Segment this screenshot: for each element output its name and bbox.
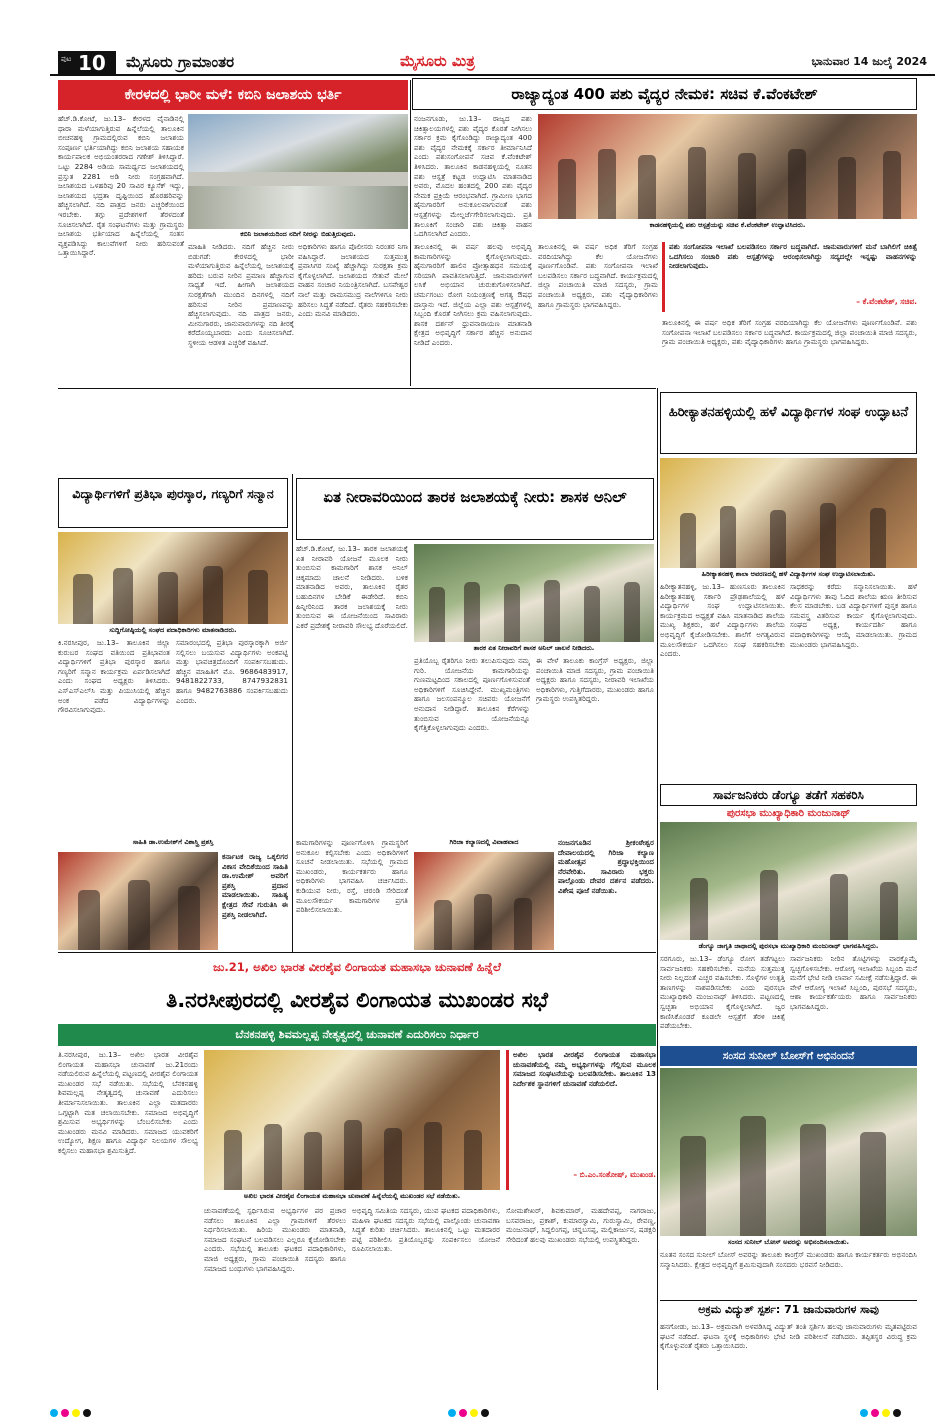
mp-headline-bar: [660, 1046, 917, 1066]
lingayat-photo: [204, 1050, 500, 1190]
printer-color-marks: [50, 1402, 94, 1421]
lingayat-col-3: ಅಭಿವೃದ್ಧಿ ಸಮಿತಿಯ ಸದಸ್ಯರು, ಯುವ ಘಟಕದ ಪದಾಧಿಕಾರಿಗಳು, ಮಹಿಳಾ ಘಟಕದ ಸದಸ್ಯರು ಸಭೆಯಲ್ಲಿ ಪಾಲ್ಗೊಂಡು ಚುನಾವಣಾ ಸಿದ್ಧತೆ ಕುರಿತು ಚರ್ಚಿಸಿದರು. ತಾಲೂಕಿನಲ್ಲಿ ಒಟ್ಟು ಮತದಾರರ ಪಟ್ಟಿ ಪರಿಶೀಲಿಸಿ ಪ್ರತಿಯೊಬ್ಬರನ್ನು ಸಂಪರ್ಕಿಸಲು ಯೋಜನೆ ರೂಪಿಸಲಾಯಿತು.: [352, 1206, 500, 1254]
umesh-caption-bar: [58, 838, 288, 850]
anil-headline-box: [296, 478, 654, 540]
anil-photo: [414, 544, 654, 642]
mp-photo-caption: ಸಂಸದ ಸುನೀಲ್ ಬೋಸ್ ಅವರನ್ನು ಅಭಿನಂದಿಸಲಾಯಿತು.: [727, 1238, 850, 1246]
accident-text: ಹನಗೋಡು, ಜು.13– ಅಕ್ರಮವಾಗಿ ಅಳವಡಿಸಿದ್ದ ವಿದ್ಯುತ್ ತಂತಿ ಸ್ಪರ್ಶಿಸಿ ಹಲವು ಜಾನುವಾರುಗಳು ಮೃತಪಟ್ಟಿರುವ ಘಟನೆ ನಡೆದಿದೆ. ಘಟನಾ ಸ್ಥಳಕ್ಕೆ ಅಧಿಕಾರಿಗಳು ಭೇಟಿ ನೀಡಿ ಪರಿಶೀಲನೆ ನಡೆಸಿದರು. ತಪ್ಪಿತಸ್ಥರ ವಿರುದ್ಧ ಕ್ರಮ ಕೈಗೊಳ್ಳುವಂತೆ ರೈತರು ಒತ್ತಾಯಿಸಿದರು.: [660, 1322, 917, 1351]
alumni-col-1: ಹಿರೀಕ್ಯಾತನಹಳ್ಳಿ, ಜು.13– ಹುಣಸೂರು ತಾಲೂಕಿನ ಹಿರೀಕ್ಯಾತನಹಳ್ಳಿ ಸರ್ಕಾರಿ ಪ್ರೌಢಶಾಲೆಯಲ್ಲಿ ಹಳೆ ವಿದ್ಯಾರ್ಥಿಗಳ ಸಂಘ ಉದ್ಘಾಟಿಸಲಾಯಿತು. ಕಾರ್ಯಕ್ರಮದ ಅಧ್ಯಕ್ಷತೆ ವಹಿಸಿ ಮಾತನಾಡಿದ ಶಾಲೆಯ ಮುಖ್ಯ ಶಿಕ್ಷಕರು, ಹಳೆ ವಿದ್ಯಾರ್ಥಿಗಳು ಶಾಲೆಯ ಅಭಿವೃದ್ಧಿಗೆ ಕೈಜೋಡಿಸಬೇಕು. ಶಾಲೆಗೆ ಅಗತ್ಯವಿರುವ ಮೂಲಸೌಕರ್ಯ ಒದಗಿಸಲು ಸಂಘ ಸಹಕರಿಸಬೇಕು ಎಂದರು.: [660, 582, 785, 659]
award-headline: ವಿದ್ಯಾರ್ಥಿಗಳಿಗೆ ಪ್ರತಿಭಾ ಪುರಸ್ಕಾರ, ಗಣ್ಯರಿಗೆ ಸನ್ಮಾನ: [72, 486, 274, 501]
anil-headline: ಏತ ನೀರಾವರಿಯಿಂದ ತಾರಕ ಜಲಾಶಯಕ್ಕೆ ನೀರು: ಶಾಸಕ ಅನಿಲ್: [323, 488, 627, 506]
vets-col-1: ನಂಜನಗೂಡು, ಜು.13– ರಾಜ್ಯದ ಪಶು ಚಿಕಿತ್ಸಾಲಯಗಳಲ್ಲಿ ಪಶು ವೈದ್ಯರ ಕೊರತೆ ನೀಗಿಸಲು ಸರ್ಕಾರ ಕ್ರಮ ಕೈಗೊಂಡಿದ್ದು ರಾಜ್ಯಾದ್ಯಂತ 400 ಪಶು ವೈದ್ಯರ ನೇಮಕಕ್ಕೆ ಸರ್ಕಾರ ತೀರ್ಮಾನಿಸಿದೆ ಎಂದು ಪಶುಸಂಗೋಪನೆ ಸಚಿವ ಕೆ.ವೆಂಕಟೇಶ್ ತಿಳಿಸಿದರು. ತಾಲೂಕಿನ ಕಾಡನಹಳ್ಳಿಯಲ್ಲಿ ನೂತನ ಪಶು ಆಸ್ಪತ್ರೆ ಕಟ್ಟಡ ಉದ್ಘಾಟಿಸಿ ಮಾತನಾಡಿದ ಅವರು, ಮೊದಲ ಹಂತದಲ್ಲಿ 200 ಪಶು ವೈದ್ಯರ ನೇಮಕ ಪ್ರಕ್ರಿಯೆ ಆರಂಭವಾಗಿದೆ. ಗ್ರಾಮೀಣ ಭಾಗದ ಹೈನುಗಾರರಿಗೆ ಅನುಕೂಲವಾಗುವಂತೆ ಪಶು ಆಸ್ಪತ್ರೆಗಳನ್ನು ಮೇಲ್ದರ್ಜೆಗೇರಿಸಲಾಗುವುದು. ಪ್ರತಿ ತಾಲೂಕಿಗೆ ಸಂಚಾರಿ ಪಶು ಚಿಕಿತ್ಸಾ ವಾಹನ ಒದಗಿಸಲಾಗಿದೆ ಎಂದರು.: [414, 114, 532, 239]
vets-col-3: ತಾಲೂಕಿನಲ್ಲಿ ಈ ವರ್ಷ ಅಧಿಕ ತೆರಿಗೆ ಸಂಗ್ರಹ ವರದಿಯಾಗಿದ್ದು ಕೆಲ ಯೋಜನೆಗಳು ಪೂರ್ಣಗೊಂಡಿವೆ. ಪಶು ಸಂಗೋಪನಾ ಇಲಾಖೆ ಬಲಪಡಿಸಲು ಸರ್ಕಾರ ಬದ್ಧವಾಗಿದೆ. ಕಾರ್ಯಕ್ರಮದಲ್ಲಿ ಜಿಲ್ಲಾ ಪಂಚಾಯಿತಿ ಮಾಜಿ ಸದಸ್ಯರು, ಗ್ರಾಮ ಪಂಚಾಯಿತಿ ಅಧ್ಯಕ್ಷರು, ಪಶು ವೈದ್ಯಾಧಿಕಾರಿಗಳು ಹಾಗೂ ಗ್ರಾಮಸ್ಥರು ಭಾಗವಹಿಸಿದ್ದರು.: [538, 242, 658, 309]
lingayat-pullquote: [506, 1050, 656, 1190]
lingayat-pullquote-text: ಅಖಿಲ ಭಾರತ ವೀರಶೈವ ಲಿಂಗಾಯತ ಮಹಾಸಭಾ ಚುನಾವಣೆಯಲ್ಲಿ ನಮ್ಮ ಅಭ್ಯರ್ಥಿಗಳನ್ನು ಗೆಲ್ಲಿಸುವ ಮೂಲಕ ಸಮಾಜದ ಸಂಘಟನೆಯನ್ನು ಬಲಪಡಿಸಬೇಕು. ತಾಲೂಕಿನ 13 ನಿರ್ದೇಶಕ ಸ್ಥಾನಗಳಿಗೆ ಚುನಾವಣೆ ನಡೆಯಲಿದೆ.: [513, 1050, 656, 1088]
divider: [58, 952, 656, 953]
kabini-dam-photo: [188, 114, 408, 229]
award-col-2: ಸಮಾರಂಭದಲ್ಲಿ ಪ್ರತಿಭಾ ಪುರಸ್ಕಾರಕ್ಕಾಗಿ ಅರ್ಜಿ ಸಲ್ಲಿಸಲು ಬಯಸುವ ವಿದ್ಯಾರ್ಥಿಗಳು ಅಂಕಪಟ್ಟಿ ಮತ್ತು ಭಾವಚಿತ್ರದೊಂದಿಗೆ ಸಂಪರ್ಕಿಸಬಹುದು. ಹೆಚ್ಚಿನ ಮಾಹಿತಿಗೆ ಮೊ. 9686483917, 9481822733, 8747932831 ಹಾಗೂ 9482763886 ಸಂಪರ್ಕಿಸಬಹುದು ಎಂದರು.: [176, 638, 288, 705]
lingayat-photo-caption: ಅಖಿಲ ಭಾರತ ವೀರಶೈವ ಲಿಂಗಾಯತ ಮಹಾಸಭಾ ಚುನಾವಣೆ ಹಿನ್ನೆಲೆಯಲ್ಲಿ ಮುಖಂಡರ ಸಭೆ ನಡೆಯಿತು.: [243, 1192, 461, 1200]
kalyana-side-text: ನಂಜನಗೂಡಿನ ಶ್ರೀಕಂಠೇಶ್ವರ ದೇವಾಲಯದಲ್ಲಿ ಗಿರಿಜಾ ಕಲ್ಯಾಣ ಮಹೋತ್ಸವ ಶ್ರದ್ಧಾಭಕ್ತಿಯಿಂದ ನೆರವೇರಿತು. ಸಾವಿರಾರು ಭಕ್ತರು ಪಾಲ್ಗೊಂಡು ದೇವರ ದರ್ಶನ ಪಡೆದರು. ವಿಶೇಷ ಪೂಜೆ ನಡೆಯಿತು.: [558, 838, 654, 895]
accident-headline-box: [660, 1300, 917, 1320]
anil-col-2: ಪ್ರತಿಯೊಬ್ಬ ರೈತರಿಗೂ ನೀರು ತಲುಪಿಸುವುದು ನಮ್ಮ ಗುರಿ. ಯೋಜನೆಯ ಕಾಮಗಾರಿಯನ್ನು ಗುಣಮಟ್ಟದಿಂದ ಸಕಾಲದಲ್ಲಿ ಪೂರ್ಣಗೊಳಿಸುವಂತೆ ಅಧಿಕಾರಿಗಳಿಗೆ ಸೂಚಿಸಿದ್ದೇನೆ. ಮುಖ್ಯಮಂತ್ರಿಗಳು ಹಾಗೂ ಜಲಸಂಪನ್ಮೂಲ ಸಚಿವರು ಯೋಜನೆಗೆ ಅನುದಾನ ನೀಡಿದ್ದಾರೆ. ತಾಲೂಕಿನ ಕೆರೆಗಳನ್ನು ತುಂಬಿಸುವ ಯೋಜನೆಯನ್ನೂ ಕೈಗೆತ್ತಿಕೊಳ್ಳಲಾಗುವುದು ಎಂದರು.: [414, 656, 530, 733]
mp-photo: [660, 1068, 917, 1236]
dengue-headline-box: [660, 784, 917, 806]
dengue-photo: [660, 822, 917, 940]
umesh-photo: [58, 852, 218, 950]
mp-headline: ಸಂಸದ ಸುನೀಲ್ ಬೋಸ್‌ಗೆ ಅಭಿನಂದನೆ: [722, 1050, 855, 1062]
umesh-side-text: ಕರ್ನಾಟಕ ರಾಜ್ಯ ಒಕ್ಕಲಿಗರ ವಿಕಾಸ ವೇದಿಕೆಯಿಂದ ಸಾಹಿತಿ ಡಾ.ಉಮೇಶ್ ಅವರಿಗೆ ಪ್ರಶಸ್ತಿ ಪ್ರದಾನ ಮಾಡಲಾಯಿತು. ಸಾಹಿತ್ಯ ಕ್ಷೇತ್ರದ ಸೇವೆ ಗುರುತಿಸಿ ಈ ಪ್ರಶಸ್ತಿ ನೀಡಲಾಗಿದೆ.: [222, 852, 288, 919]
anil-col-3: ಈ ವೇಳೆ ತಾಲೂಕು ಕಾಂಗ್ರೆಸ್ ಅಧ್ಯಕ್ಷರು, ಜಿಲ್ಲಾ ಪಂಚಾಯಿತಿ ಮಾಜಿ ಸದಸ್ಯರು, ಗ್ರಾಮ ಪಂಚಾಯಿತಿ ಅಧ್ಯಕ್ಷರು ಹಾಗೂ ಸದಸ್ಯರು, ನೀರಾವರಿ ಇಲಾಖೆಯ ಅಧಿಕಾರಿಗಳು, ಗುತ್ತಿಗೆದಾರರು, ಮುಖಂಡರು ಹಾಗೂ ಗ್ರಾಮಸ್ಥರು ಉಪಸ್ಥಿತರಿದ್ದರು.: [536, 656, 654, 704]
masthead: [50, 50, 935, 76]
meeting-col-1: ಕಾಮಗಾರಿಗಳನ್ನು ಪೂರ್ಣಗೊಳಿಸಿ ಗ್ರಾಮಸ್ಥರಿಗೆ ಅನುಕೂಲ ಕಲ್ಪಿಸಬೇಕು ಎಂದು ಅಧಿಕಾರಿಗಳಿಗೆ ಸೂಚನೆ ನೀಡಲಾಯಿತು. ಸಭೆಯಲ್ಲಿ ಗ್ರಾಮದ ಮುಖಂಡರು, ಕಾರ್ಯಕರ್ತರು ಹಾಗೂ ಅಧಿಕಾರಿಗಳು ಭಾಗವಹಿಸಿ ಚರ್ಚಿಸಿದರು. ಕುಡಿಯುವ ನೀರು, ರಸ್ತೆ, ಚರಂಡಿ ಸೇರಿದಂತೆ ಮೂಲಸೌಕರ್ಯ ಕಾಮಗಾರಿಗಳ ಪ್ರಗತಿ ಪರಿಶೀಲಿಸಲಾಯಿತು.: [296, 838, 408, 915]
kabini-headline: ಕೇರಳದಲ್ಲಿ ಭಾರೀ ಮಳೆ: ಕಬಿನಿ ಜಲಾಶಯ ಭರ್ತಿ: [124, 87, 342, 103]
lingayat-col-4: ಸೋಮಶೇಖರ್, ಶಿವಕುಮಾರ್, ಮಹದೇವಪ್ಪ, ನಾಗರಾಜು, ಬಸವರಾಜು, ಪ್ರಕಾಶ್, ಕುಮಾರಸ್ವಾಮಿ, ಗುರುಸ್ವಾಮಿ, ರೇವಣ್ಣ, ಮಂಜುನಾಥ್, ಸಿದ್ದಲಿಂಗಪ್ಪ, ಚನ್ನಬಸಪ್ಪ, ಮಲ್ಲಿಕಾರ್ಜುನ, ಷಡಕ್ಷರಿ ಸೇರಿದಂತೆ ಹಲವು ಮುಖಂಡರು ಸಭೆಯಲ್ಲಿ ಉಪಸ್ಥಿತರಿದ್ದರು.: [506, 1206, 656, 1244]
lingayat-subhead-bar: [58, 1024, 656, 1046]
anil-col-1: ಹೆಚ್.ಡಿ.ಕೋಟೆ, ಜು.13– ತಾರಕ ಜಲಾಶಯಕ್ಕೆ ಏತ ನೀರಾವರಿ ಯೋಜನೆ ಮೂಲಕ ನೀರು ತುಂಬಿಸುವ ಕಾಮಗಾರಿಗೆ ಶಾಸಕ ಅನಿಲ್ ಚಿಕ್ಕಮಾದು ಚಾಲನೆ ನೀಡಿದರು. ಬಳಿಕ ಮಾತನಾಡಿದ ಅವರು, ತಾಲೂಕಿನ ರೈತರ ಬಹುದಿನಗಳ ಬೇಡಿಕೆ ಈಡೇರಿದೆ. ಕಬಿನಿ ಹಿನ್ನೀರಿನಿಂದ ತಾರಕ ಜಲಾಶಯಕ್ಕೆ ನೀರು ತುಂಬಿಸುವ ಈ ಯೋಜನೆಯಿಂದ ಸಾವಿರಾರು ಎಕರೆ ಪ್ರದೇಶಕ್ಕೆ ನೀರಾವರಿ ಸೌಲಭ್ಯ ದೊರೆಯಲಿದೆ.: [296, 544, 408, 630]
dengue-subhead: ಪುರಸಭಾ ಮುಖ್ಯಾಧಿಕಾರಿ ಮಂಜುನಾಥ್: [726, 808, 851, 819]
lingayat-headline-bar: [58, 980, 656, 1020]
alumni-headline-box: [660, 392, 917, 454]
vets-pullquote: [662, 242, 917, 312]
vets-headline-box: [412, 78, 917, 110]
award-photo: [58, 532, 288, 624]
printer-color-marks: [860, 1402, 904, 1421]
accident-headline: ಅಕ್ರಮ ವಿದ್ಯುತ್ ಸ್ಪರ್ಶ: 71 ಜಾನುವಾರುಗಳ ಸಾವು: [698, 1303, 879, 1316]
lingayat-headline: ತಿ.ನರಸೀಪುರದಲ್ಲಿ ವೀರಶೈವ ಲಿಂಗಾಯತ ಮುಖಂಡರ ಸಭೆ: [166, 988, 548, 1012]
dengue-col-2: ಸಾರ್ವಜನಿಕರು ನೀರಿನ ತೊಟ್ಟಿಗಳನ್ನು ವಾರಕ್ಕೊಮ್ಮೆ ಸ್ವಚ್ಛಗೊಳಿಸಬೇಕು. ಆರೋಗ್ಯ ಇಲಾಖೆಯ ಸಿಬ್ಬಂದಿ ಮನೆ ಮನೆಗೆ ಭೇಟಿ ನೀಡಿ ಲಾರ್ವಾ ಸಮೀಕ್ಷೆ ನಡೆಸುತ್ತಿದ್ದಾರೆ. ಈ ವೇಳೆ ಆರೋಗ್ಯ ಇಲಾಖೆ ಸಿಬ್ಬಂದಿ, ಪುರಸಭೆ ಸದಸ್ಯರು, ಆಶಾ ಕಾರ್ಯಕರ್ತೆಯರು ಹಾಗೂ ಸಾರ್ವಜನಿಕರು ಭಾಗವಹಿಸಿದ್ದರು.: [790, 954, 917, 1011]
vets-col-4: ತಾಲೂಕಿನಲ್ಲಿ ಈ ವರ್ಷ ಅಧಿಕ ತೆರಿಗೆ ಸಂಗ್ರಹ ವರದಿಯಾಗಿದ್ದು ಕೆಲ ಯೋಜನೆಗಳು ಪೂರ್ಣಗೊಂಡಿವೆ. ಪಶು ಸಂಗೋಪನಾ ಇಲಾಖೆ ಬಲಪಡಿಸಲು ಸರ್ಕಾರ ಬದ್ಧವಾಗಿದೆ. ಕಾರ್ಯಕ್ರಮದಲ್ಲಿ ಜಿಲ್ಲಾ ಪಂಚಾಯಿತಿ ಮಾಜಿ ಸದಸ್ಯರು, ಗ್ರಾಮ ಪಂಚಾಯಿತಿ ಅಧ್ಯಕ್ಷರು, ಪಶು ವೈದ್ಯಾಧಿಕಾರಿಗಳು ಹಾಗೂ ಗ್ರಾಮಸ್ಥರು ಭಾಗವಹಿಸಿದ್ದರು.: [662, 318, 917, 347]
vets-headline: ರಾಜ್ಯಾದ್ಯಂತ 400 ಪಶು ವೈದ್ಯರ ನೇಮಕ: ಸಚಿವ ಕೆ.ವೆಂಕಟೇಶ್: [511, 85, 818, 103]
dengue-col-1: ಸರಗೂರು, ಜು.13– ಡೆಂಗ್ಯೂ ರೋಗ ತಡೆಗಟ್ಟಲು ಸಾರ್ವಜನಿಕರು ಸಹಕರಿಸಬೇಕು. ಮನೆಯ ಸುತ್ತಮುತ್ತ ನೀರು ನಿಲ್ಲದಂತೆ ಎಚ್ಚರ ವಹಿಸಬೇಕು. ಸೊಳ್ಳೆಗಳ ಉತ್ಪತ್ತಿ ತಾಣಗಳನ್ನು ನಾಶಪಡಿಸಬೇಕು ಎಂದು ಪುರಸಭಾ ಮುಖ್ಯಾಧಿಕಾರಿ ಮಂಜುನಾಥ್ ತಿಳಿಸಿದರು. ಪಟ್ಟಣದಲ್ಲಿ ಸ್ವಚ್ಛತಾ ಅಭಿಯಾನ ಕೈಗೊಳ್ಳಲಾಗಿದೆ. ಜ್ವರ ಕಾಣಿಸಿಕೊಂಡರೆ ಕೂಡಲೇ ಆಸ್ಪತ್ರೆಗೆ ತೆರಳಿ ಚಿಕಿತ್ಸೆ ಪಡೆಯಬೇಕು.: [660, 954, 785, 1031]
anil-photo-caption: ತಾರಕ ಏತ ನೀರಾವರಿಗೆ ಶಾಸಕ ಅನಿಲ್ ಚಾಲನೆ ನೀಡಿದರು.: [473, 644, 595, 652]
divider: [292, 474, 293, 952]
dengue-headline: ಸಾರ್ವಜನಿಕರು ಡೆಂಗ್ಯೂ ತಡೆಗೆ ಸಹಕರಿಸಿ: [713, 788, 864, 802]
divider: [657, 388, 658, 1390]
kalyana-caption: ಗಿರಿಜಾ ಕಲ್ಯಾಣದಲ್ಲಿ ವಿವಾಹವಾದ: [449, 838, 519, 846]
alumni-photo-caption: ಹಿರೀಕ್ಯಾತನಹಳ್ಳಿ ಶಾಲಾ ಆವರಣದಲ್ಲಿ ಹಳೆ ವಿದ್ಯಾರ್ಥಿಗಳ ಸಂಘ ಉದ್ಘಾಟಿಸಲಾಯಿತು.: [701, 570, 876, 578]
divider: [58, 388, 656, 389]
kalyana-photo: [414, 852, 554, 950]
page-label: ಪುಟ: [61, 55, 72, 63]
award-headline-box: [58, 478, 288, 528]
award-photo-caption: ಸುದ್ದಿಗೋಷ್ಠಿಯಲ್ಲಿ ಸಂಘದ ಪದಾಧಿಕಾರಿಗಳು ಮಾತನಾಡಿದರು.: [109, 626, 237, 634]
page-number-box: [58, 51, 116, 75]
vets-photo: [538, 114, 917, 219]
printer-color-marks: [448, 1402, 492, 1421]
lingayat-col-1: ತಿ.ನರಸೀಪುರ, ಜು.13– ಅಖಿಲ ಭಾರತ ವೀರಶೈವ ಲಿಂಗಾಯತ ಮಹಾಸಭಾ ಚುನಾವಣೆ ಜು.21ರಂದು ನಡೆಯಲಿರುವ ಹಿನ್ನೆಲೆಯಲ್ಲಿ ಪಟ್ಟಣದಲ್ಲಿ ವೀರಶೈವ ಲಿಂಗಾಯತ ಮುಖಂಡರ ಸಭೆ ನಡೆಯಿತು. ಸಭೆಯಲ್ಲಿ ಬೆನಕನಹಳ್ಳಿ ಶಿವಮಲ್ಲಪ್ಪ ನೇತೃತ್ವದಲ್ಲಿ ಚುನಾವಣೆ ಎದುರಿಸಲು ತೀರ್ಮಾನಿಸಲಾಯಿತು. ತಾಲೂಕಿನ ಎಲ್ಲಾ ಮತದಾರರು ಒಗ್ಗಟ್ಟಾಗಿ ಮತ ಚಲಾಯಿಸಬೇಕು. ಸಮಾಜದ ಅಭಿವೃದ್ಧಿಗೆ ಶ್ರಮಿಸುವ ಅಭ್ಯರ್ಥಿಗಳನ್ನು ಬೆಂಬಲಿಸಬೇಕು ಎಂದು ಮುಖಂಡರು ಮನವಿ ಮಾಡಿದರು. ಸಮಾಜದ ಯುವಕರಿಗೆ ಉದ್ಯೋಗ, ಶಿಕ್ಷಣ ಹಾಗೂ ವಿದ್ಯಾರ್ಥಿ ನಿಲಯಗಳ ಸೌಲಭ್ಯ ಕಲ್ಪಿಸಲು ಮಹಾಸಭಾ ಶ್ರಮಿಸುತ್ತಿದೆ.: [58, 1050, 198, 1155]
mp-text: ನೂತನ ಸಂಸದ ಸುನೀಲ್ ಬೋಸ್ ಅವರನ್ನು ತಾಲೂಕು ಕಾಂಗ್ರೆಸ್ ಮುಖಂಡರು ಹಾಗೂ ಕಾರ್ಯಕರ್ತರು ಅಭಿನಂದಿಸಿ ಸನ್ಮಾನಿಸಿದರು. ಕ್ಷೇತ್ರದ ಅಭಿವೃದ್ಧಿಗೆ ಶ್ರಮಿಸುವುದಾಗಿ ಸಂಸದರು ಭರವಸೆ ನೀಡಿದರು.: [660, 1250, 917, 1269]
paper-name: ಮೈಸೂರು ಮಿತ್ರ: [400, 52, 475, 70]
lingayat-subhead: ಬೆನಕನಹಳ್ಳಿ ಶಿವಮಲ್ಲಪ್ಪ ನೇತೃತ್ವದಲ್ಲಿ ಚುನಾವಣೆ ಎದುರಿಸಲು ನಿರ್ಧಾರ: [235, 1028, 479, 1041]
kabini-col-1: ಹೆಚ್.ಡಿ.ಕೋಟೆ, ಜು.13– ಕೇರಳದ ವೈನಾಡಿನಲ್ಲಿ ಧಾರಾ ಮಳೆಯಾಗುತ್ತಿರುವ ಹಿನ್ನೆಲೆಯಲ್ಲಿ ತಾಲೂಕಿನ ಬೀಚನಹಳ್ಳಿ ಗ್ರಾಮದಲ್ಲಿರುವ ಕಬಿನಿ ಜಲಾಶಯ ಸಂಪೂರ್ಣ ಭರ್ತಿಯಾಗಿದ್ದು ಕಬಿನಿ ಜಲಾಶಯ ಸಹಾಯಕ ಕಾರ್ಯಪಾಲಕ ಅಭಿಯಂತರರಾದ ಗಣೇಶ್ ತಿಳಿಸಿದ್ದಾರೆ. ಒಟ್ಟು 2284 ಅಡಿಯ ಸಾಮರ್ಥ್ಯದ ಜಲಾಶಯದಲ್ಲಿ ಪ್ರಸ್ತುತ 2281 ಅಡಿ ನೀರು ಸಂಗ್ರಹವಾಗಿದೆ. ಜಲಾಶಯದ ಒಳಹರಿವು 20 ಸಾವಿರ ಕ್ಯೂಸೆಕ್ ಇದ್ದು, ಜಲಾಶಯದ ಭದ್ರತಾ ದೃಷ್ಟಿಯಿಂದ ಹೊರಹರಿವನ್ನು ಹೆಚ್ಚಿಸಲಾಗಿದೆ. ನದಿ ಪಾತ್ರದ ಜನರು ಎಚ್ಚರಿಕೆಯಿಂದ ಇರಬೇಕು. ತಗ್ಗು ಪ್ರದೇಶಗಳಿಗೆ ತೆರಳದಂತೆ ಸೂಚಿಸಲಾಗಿದೆ. ರೈತ ಸಂಘಟನೆಗಳು ಮತ್ತು ಗ್ರಾಮಸ್ಥರು ಜಲಾಶಯ ಭರ್ತಿಯಾದ ಹಿನ್ನೆಲೆಯಲ್ಲಿ ಸಂತಸ ವ್ಯಕ್ತಪಡಿಸಿದ್ದು ಕಾಲುವೆಗಳಿಗೆ ನೀರು ಹರಿಸುವಂತೆ ಒತ್ತಾಯಿಸಿದ್ದಾರೆ.: [58, 114, 184, 258]
lingayat-quote-author: – ಬಿ.ಎಂ.ಸಂತೋಷ್, ಮುಖಂಡ.: [573, 1170, 656, 1179]
lingayat-col-2: ಚುನಾವಣೆಯಲ್ಲಿ ಸ್ಪರ್ಧಿಸಿರುವ ಅಭ್ಯರ್ಥಿಗಳ ಪರ ಪ್ರಚಾರ ನಡೆಸಲು ತಾಲೂಕಿನ ಎಲ್ಲಾ ಗ್ರಾಮಗಳಿಗೆ ತೆರಳಲು ನಿರ್ಧರಿಸಲಾಯಿತು. ಹಿರಿಯ ಮುಖಂಡರು ಮಾತನಾಡಿ, ಸಮಾಜದ ಸಂಘಟನೆ ಬಲಪಡಿಸಲು ಎಲ್ಲರೂ ಕೈಜೋಡಿಸಬೇಕು ಎಂದರು. ಸಭೆಯಲ್ಲಿ ತಾಲೂಕು ಘಟಕದ ಪದಾಧಿಕಾರಿಗಳು, ಮಾಜಿ ಅಧ್ಯಕ್ಷರು, ಗ್ರಾಮ ಪಂಚಾಯಿತಿ ಸದಸ್ಯರು ಹಾಗೂ ಸಮಾಜದ ಬಂಧುಗಳು ಭಾಗವಹಿಸಿದ್ದರು.: [204, 1206, 346, 1273]
umesh-caption: ಸಾಹಿತಿ ಡಾ.ಉಮೇಶ್‌ಗೆ ವಿಶಾಸ್ತ್ರಿ ಪ್ರಶಸ್ತಿ: [132, 838, 214, 846]
page-number: 10: [78, 51, 106, 75]
lingayat-kicker: ಜು.21, ಅಖಿಲ ಭಾರತ ವೀರಶೈವ ಲಿಂಗಾಯತ ಮಹಾಸಭಾ ಚುನಾವಣೆ ಹಿನ್ನೆಲೆ: [213, 960, 501, 974]
alumni-col-2: ಸಾಧಕರನ್ನು ಕರೆದು ಸನ್ಮಾನಿಸಲಾಯಿತು. ಹಳೆ ವಿದ್ಯಾರ್ಥಿಗಳು ತಾವು ಓದಿದ ಶಾಲೆಯ ಋಣ ತೀರಿಸುವ ಕೆಲಸ ಮಾಡಬೇಕು. ಬಡ ವಿದ್ಯಾರ್ಥಿಗಳಿಗೆ ಪುಸ್ತಕ ಹಾಗೂ ಸಮವಸ್ತ್ರ ವಿತರಿಸುವ ಕಾರ್ಯ ಕೈಗೊಳ್ಳಲಾಗುವುದು. ಸಂಘದ ಅಧ್ಯಕ್ಷ, ಕಾರ್ಯದರ್ಶಿ ಹಾಗೂ ಪದಾಧಿಕಾರಿಗಳನ್ನು ಆಯ್ಕೆ ಮಾಡಲಾಯಿತು. ಗ್ರಾಮದ ಮುಖಂಡರು ಭಾಗವಹಿಸಿದ್ದರು.: [790, 582, 917, 649]
vets-col-2: ತಾಲೂಕಿನಲ್ಲಿ ಈ ವರ್ಷ ಹಲವು ಅಭಿವೃದ್ಧಿ ಕಾಮಗಾರಿಗಳನ್ನು ಕೈಗೊಳ್ಳಲಾಗುವುದು. ಹೈನುಗಾರರಿಗೆ ಹಾಲಿನ ಪ್ರೋತ್ಸಾಹಧನ ಸಮಯಕ್ಕೆ ಸರಿಯಾಗಿ ಪಾವತಿಸಲಾಗುತ್ತಿದೆ. ಜಾನುವಾರುಗಳಿಗೆ ಲಸಿಕೆ ಅಭಿಯಾನ ಚುರುಕುಗೊಳಿಸಲಾಗಿದೆ. ಚರ್ಮಗಂಟು ರೋಗ ನಿಯಂತ್ರಣಕ್ಕೆ ಅಗತ್ಯ ಔಷಧ ದಾಸ್ತಾನು ಇದೆ. ಜಿಲ್ಲೆಯ ಎಲ್ಲಾ ಪಶು ಆಸ್ಪತ್ರೆಗಳಲ್ಲಿ ಸಿಬ್ಬಂದಿ ಕೊರತೆ ನೀಗಿಸಲು ಕ್ರಮ ವಹಿಸಲಾಗುವುದು. ಶಾಸಕ ದರ್ಶನ್ ಧ್ರುವನಾರಾಯಣ ಮಾತನಾಡಿ ಕ್ಷೇತ್ರದ ಅಭಿವೃದ್ಧಿಗೆ ಸರ್ಕಾರ ಹೆಚ್ಚಿನ ಅನುದಾನ ನೀಡಿದೆ ಎಂದರು.: [414, 242, 532, 347]
vets-photo-caption: ಕಾಡನಹಳ್ಳಿಯಲ್ಲಿ ಪಶು ಆಸ್ಪತ್ರೆಯನ್ನು ಸಚಿವ ಕೆ.ವೆಂಕಟೇಶ್ ಉದ್ಘಾಟಿಸಿದರು.: [649, 221, 806, 229]
vets-pullquote-text: ಪಶು ಸಂಗೋಪನಾ ಇಲಾಖೆ ಬಲಪಡಿಸಲು ಸರ್ಕಾರ ಬದ್ಧವಾಗಿದೆ. ಜಾನುವಾರುಗಳಿಗೆ ಮನೆ ಬಾಗಿಲಿಗೆ ಚಿಕಿತ್ಸೆ ಒದಗಿಸಲು ಸಂಚಾರಿ ಪಶು ಆಸ್ಪತ್ರೆಗಳನ್ನು ಆರಂಭಿಸಲಾಗಿದ್ದು ಸದ್ಯದಲ್ಲೇ ಇನ್ನಷ್ಟು ವಾಹನಗಳನ್ನು ನೀಡಲಾಗುವುದು.: [669, 242, 917, 271]
vets-quote-author: – ಕೆ.ವೆಂಕಟೇಶ್, ಸಚಿವ.: [856, 297, 917, 306]
kabini-col-2: ಮಾಹಿತಿ ನೀಡಿದರು. ನದಿಗೆ ಹೆಚ್ಚಿನ ನೀರು ಬಿಡುಗಡೆ: ಕೇರಳದಲ್ಲಿ ಭಾರೀ ಮಳೆಯಾಗುತ್ತಿರುವ ಹಿನ್ನೆಲೆಯಲ್ಲಿ ಜಲಾಶಯಕ್ಕೆ ಹರಿದು ಬರುವ ನೀರಿನ ಪ್ರಮಾಣ ಹೆಚ್ಚಾಗುವ ಸಾಧ್ಯತೆ ಇದೆ. ಹೀಗಾಗಿ ಜಲಾಶಯದ ಸುರಕ್ಷತೆಗಾಗಿ ಮುಂದಿನ ದಿನಗಳಲ್ಲಿ ನದಿಗೆ ಹರಿಸುವ ನೀರಿನ ಪ್ರಮಾಣವನ್ನು ಹೆಚ್ಚಿಸಲಾಗುವುದು. ನದಿ ಪಾತ್ರದ ಜನರು, ಮೀನುಗಾರರು, ಜಾನುವಾರುಗಳನ್ನು ನದಿ ತೀರಕ್ಕೆ ಕರೆದೊಯ್ಯಬಾರದು ಎಂದು ಸೂಚಿಸಲಾಗಿದೆ. ಸ್ಥಳೀಯ ಆಡಳಿತ ಎಚ್ಚರಿಕೆ ವಹಿಸಿದೆ.: [188, 242, 294, 347]
divider: [410, 80, 411, 386]
section-title: ಮೈಸೂರು ಗ್ರಾಮಾಂತರ: [126, 53, 235, 71]
award-col-1: ಕಿ.ನರಸೀಪುರ, ಜು.13– ತಾಲೂಕಿನ ಜಿಲ್ಲಾ ಕುರುಬರ ಸಂಘದ ವತಿಯಿಂದ ಪ್ರತಿಭಾವಂತ ವಿದ್ಯಾರ್ಥಿಗಳಿಗೆ ಪ್ರತಿಭಾ ಪುರಸ್ಕಾರ ಹಾಗೂ ಗಣ್ಯರಿಗೆ ಸನ್ಮಾನ ಕಾರ್ಯಕ್ರಮ ಏರ್ಪಡಿಸಲಾಗಿದೆ ಎಂದು ಸಂಘದ ಅಧ್ಯಕ್ಷರು ತಿಳಿಸಿದರು. ಎಸ್ಎಸ್ಎಲ್‌ಸಿ ಮತ್ತು ಪಿಯುಸಿಯಲ್ಲಿ ಹೆಚ್ಚಿನ ಅಂಕ ಪಡೆದ ವಿದ್ಯಾರ್ಥಿಗಳನ್ನು ಗೌರವಿಸಲಾಗುವುದು.: [58, 638, 170, 715]
alumni-photo: [660, 458, 917, 568]
kabini-headline-bar: [58, 80, 408, 110]
lingayat-kicker-bar: [58, 956, 656, 978]
issue-date: ಭಾನುವಾರ 14 ಜುಲೈ 2024: [811, 55, 927, 68]
kabini-col-3: ಅಧಿಕಾರಿಗಳು ಹಾಗೂ ಪೊಲೀಸರು ನಿರಂತರ ನಿಗಾ ವಹಿಸಿದ್ದಾರೆ. ಜಲಾಶಯದ ಸುತ್ತಮುತ್ತ ಪ್ರವಾಸಿಗರ ಸಂಖ್ಯೆ ಹೆಚ್ಚಾಗಿದ್ದು ಸುರಕ್ಷತಾ ಕ್ರಮ ಕೈಗೊಳ್ಳಲಾಗಿದೆ. ಜಲಾಶಯದ ಸೇತುವೆ ಮೇಲೆ ವಾಹನ ಸಂಚಾರ ನಿಯಂತ್ರಿಸಲಾಗಿದೆ. ಬಸವೇಶ್ವರ ನಾಲೆ ಮತ್ತು ರಾಮಸಮುದ್ರ ನಾಲೆಗಳಿಗೂ ನೀರು ಹರಿಸಲು ಸಿದ್ಧತೆ ನಡೆದಿದೆ. ರೈತರು ಸಹಕರಿಸಬೇಕು ಎಂದು ಮನವಿ ಮಾಡಿದರು.: [298, 242, 408, 319]
dengue-photo-caption: ಡೆಂಗ್ಯೂ ಜಾಗೃತಿ ಜಾಥಾದಲ್ಲಿ ಪುರಸಭಾ ಮುಖ್ಯಾಧಿಕಾರಿ ಮಂಜುನಾಥ್ ಭಾಗವಹಿಸಿದ್ದರು.: [698, 942, 879, 950]
kabini-photo-caption: ಕಬಿನಿ ಜಲಾಶಯದಿಂದ ನದಿಗೆ ನೀರನ್ನು ಬಿಡುತ್ತಿರುವುದು.: [240, 230, 356, 238]
kalyana-caption-bar: [414, 838, 554, 850]
alumni-headline: ಹಿರೀಕ್ಯಾತನಹಳ್ಳಿಯಲ್ಲಿ ಹಳೆ ವಿದ್ಯಾರ್ಥಿಗಳ ಸಂಘ ಉದ್ಘಾಟನೆ: [668, 405, 909, 420]
